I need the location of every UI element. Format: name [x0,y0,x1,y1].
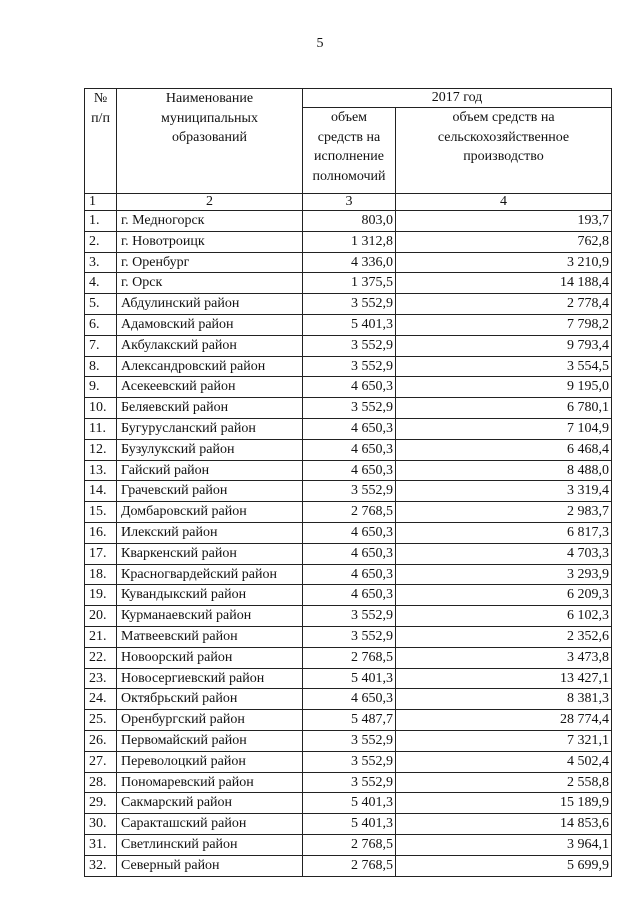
powers-funding-value: 4 650,3 [303,439,396,460]
municipality-name: Бугурусланский район [117,418,303,439]
powers-funding-value: 2 768,5 [303,647,396,668]
powers-funding-value: 4 650,3 [303,522,396,543]
row-number: 22. [85,647,117,668]
agriculture-funding-value: 6 468,4 [396,439,612,460]
table-row [85,252,612,273]
header-number-line2: п/п [91,110,110,126]
powers-funding-value: 3 552,9 [303,356,396,377]
agriculture-funding-value: 8 381,3 [396,689,612,710]
agriculture-funding-value: 3 293,9 [396,564,612,585]
powers-funding-value: 4 650,3 [303,543,396,564]
table-row [85,585,612,606]
powers-funding-value: 3 552,9 [303,772,396,793]
table-row [85,564,612,585]
row-number: 19. [85,585,117,606]
table-row [85,668,612,689]
powers-funding-value: 3 552,9 [303,398,396,419]
municipality-name: Абдулинский район [117,294,303,315]
row-number: 24. [85,689,117,710]
powers-funding-value: 3 552,9 [303,606,396,627]
municipality-name: Саракташский район [117,814,303,835]
row-number: 3. [85,252,117,273]
powers-funding-value: 3 552,9 [303,481,396,502]
row-number: 11. [85,418,117,439]
table-row [85,606,612,627]
municipality-name: Октябрьский район [117,689,303,710]
municipality-name: г. Оренбург [117,252,303,273]
agriculture-funding-value: 13 427,1 [396,668,612,689]
municipality-name: Курманаевский район [117,606,303,627]
agriculture-funding-value: 3 473,8 [396,647,612,668]
table-row [85,439,612,460]
municipality-name: г. Медногорск [117,211,303,232]
header-col3-line4: полномочий [312,168,386,184]
agriculture-funding-value: 762,8 [396,231,612,252]
row-number: 21. [85,626,117,647]
municipality-name: Северный район [117,855,303,876]
row-number: 27. [85,751,117,772]
table-row [85,689,612,710]
agriculture-funding-value: 3 210,9 [396,252,612,273]
table-row [85,335,612,356]
header-year: 2017 год [303,89,612,108]
powers-funding-value: 803,0 [303,211,396,232]
table-row [85,814,612,835]
powers-funding-value: 4 650,3 [303,377,396,398]
table-row [85,834,612,855]
powers-funding-value: 3 552,9 [303,730,396,751]
row-number: 15. [85,502,117,523]
row-number: 20. [85,606,117,627]
municipality-name: Новосергиевский район [117,668,303,689]
row-number: 1. [85,211,117,232]
row-number: 17. [85,543,117,564]
table-row [85,294,612,315]
agriculture-funding-value: 6 780,1 [396,398,612,419]
column-number-row [85,194,612,211]
agriculture-funding-value: 2 558,8 [396,772,612,793]
powers-funding-value: 3 552,9 [303,294,396,315]
header-number-line1: № [93,91,108,106]
powers-funding-value: 2 768,5 [303,834,396,855]
powers-funding-value: 5 401,3 [303,793,396,814]
header-col3 [303,108,396,194]
municipality-name: Переволоцкий район [117,751,303,772]
header-col3-line2: средств на [317,129,381,145]
agriculture-funding-value: 3 319,4 [396,481,612,502]
powers-funding-value: 5 401,3 [303,814,396,835]
powers-funding-value: 5 401,3 [303,314,396,335]
table-row [85,543,612,564]
municipality-name: Асекеевский район [117,377,303,398]
header-col3-line1: объем [330,110,368,125]
powers-funding-value: 4 650,3 [303,418,396,439]
agriculture-funding-value: 15 189,9 [396,793,612,814]
powers-funding-value: 3 552,9 [303,751,396,772]
header-number [85,89,117,194]
table-row [85,647,612,668]
header-name [117,89,303,194]
row-number: 10. [85,398,117,419]
row-number: 13. [85,460,117,481]
row-number: 2. [85,231,117,252]
powers-funding-value: 3 552,9 [303,335,396,356]
row-number: 9. [85,377,117,398]
column-number: 4 [396,194,612,211]
powers-funding-value: 4 650,3 [303,460,396,481]
row-number: 12. [85,439,117,460]
row-number: 23. [85,668,117,689]
table-row [85,522,612,543]
municipality-name: Оренбургский район [117,710,303,731]
powers-funding-value: 4 650,3 [303,689,396,710]
agriculture-funding-value: 193,7 [396,211,612,232]
page-number: 5 [316,36,324,51]
agriculture-funding-value: 3 964,1 [396,834,612,855]
powers-funding-value: 2 768,5 [303,502,396,523]
agriculture-funding-value: 7 321,1 [396,730,612,751]
table-row [85,273,612,294]
powers-funding-value: 4 336,0 [303,252,396,273]
municipality-name: Грачевский район [117,481,303,502]
row-number: 30. [85,814,117,835]
table-row [85,356,612,377]
header-name-line1: Наименование [165,91,254,106]
agriculture-funding-value: 7 798,2 [396,314,612,335]
municipality-name: Беляевский район [117,398,303,419]
municipality-name: Матвеевский район [117,626,303,647]
agriculture-funding-value: 3 554,5 [396,356,612,377]
municipality-name: Светлинский район [117,834,303,855]
powers-funding-value: 3 552,9 [303,626,396,647]
row-number: 6. [85,314,117,335]
agriculture-funding-value: 4 502,4 [396,751,612,772]
table-row [85,710,612,731]
column-number: 3 [303,194,396,211]
table-row [85,211,612,232]
table-row [85,793,612,814]
agriculture-funding-value: 28 774,4 [396,710,612,731]
agriculture-funding-value: 4 703,3 [396,543,612,564]
powers-funding-value: 1 375,5 [303,273,396,294]
table-row [85,460,612,481]
agriculture-funding-value: 2 983,7 [396,502,612,523]
table-row [85,481,612,502]
municipality-name: Бузулукский район [117,439,303,460]
row-number: 29. [85,793,117,814]
municipality-name: Кувандыкский район [117,585,303,606]
municipality-name: Александровский район [117,356,303,377]
table-row [85,502,612,523]
powers-funding-value: 4 650,3 [303,564,396,585]
header-name-line3: образований [172,130,247,145]
agriculture-funding-value: 6 817,3 [396,522,612,543]
column-number: 2 [117,194,303,211]
municipality-name: Домбаровский район [117,502,303,523]
agriculture-funding-value: 2 778,4 [396,294,612,315]
row-number: 32. [85,855,117,876]
header-col4-line3: производство [463,149,544,164]
municipality-name: Сакмарский район [117,793,303,814]
agriculture-funding-value: 2 352,6 [396,626,612,647]
table-row [85,855,612,876]
row-number: 8. [85,356,117,377]
agriculture-funding-value: 9 195,0 [396,377,612,398]
funding-table [84,88,612,877]
table-row [85,418,612,439]
agriculture-funding-value: 5 699,9 [396,855,612,876]
row-number: 5. [85,294,117,315]
table-row [85,398,612,419]
table-row [85,314,612,335]
header-name-line2: муниципальных [161,110,258,126]
row-number: 14. [85,481,117,502]
municipality-name: Кваркенский район [117,543,303,564]
header-col4-line1: объем средств на [452,110,555,125]
table-row [85,772,612,793]
agriculture-funding-value: 9 793,4 [396,335,612,356]
table-header [85,89,612,211]
row-number: 28. [85,772,117,793]
agriculture-funding-value: 6 209,3 [396,585,612,606]
table-row [85,751,612,772]
agriculture-funding-value: 14 853,6 [396,814,612,835]
municipality-name: г. Новотроицк [117,231,303,252]
powers-funding-value: 4 650,3 [303,585,396,606]
agriculture-funding-value: 6 102,3 [396,606,612,627]
row-number: 7. [85,335,117,356]
header-col4 [396,108,612,194]
municipality-name: г. Орск [117,273,303,294]
header-col3-line3: исполнение [314,149,384,164]
municipality-name: Адамовский район [117,314,303,335]
table-row [85,377,612,398]
municipality-name: Акбулакский район [117,335,303,356]
row-number: 26. [85,730,117,751]
municipality-name: Красногвардейский район [117,564,303,585]
powers-funding-value: 1 312,8 [303,231,396,252]
municipality-name: Гайский район [117,460,303,481]
municipality-name: Первомайский район [117,730,303,751]
powers-funding-value: 5 401,3 [303,668,396,689]
table-row [85,730,612,751]
row-number: 25. [85,710,117,731]
powers-funding-value: 5 487,7 [303,710,396,731]
powers-funding-value: 2 768,5 [303,855,396,876]
agriculture-funding-value: 14 188,4 [396,273,612,294]
table-row [85,626,612,647]
agriculture-funding-value: 7 104,9 [396,418,612,439]
table-body [85,211,612,877]
municipality-name: Пономаревский район [117,772,303,793]
column-number: 1 [85,194,117,211]
municipality-name: Новоорский район [117,647,303,668]
table-row [85,231,612,252]
header-col4-line2: сельскохозяйственное [437,129,570,145]
municipality-name: Илекский район [117,522,303,543]
row-number: 16. [85,522,117,543]
row-number: 4. [85,273,117,294]
row-number: 18. [85,564,117,585]
row-number: 31. [85,834,117,855]
agriculture-funding-value: 8 488,0 [396,460,612,481]
